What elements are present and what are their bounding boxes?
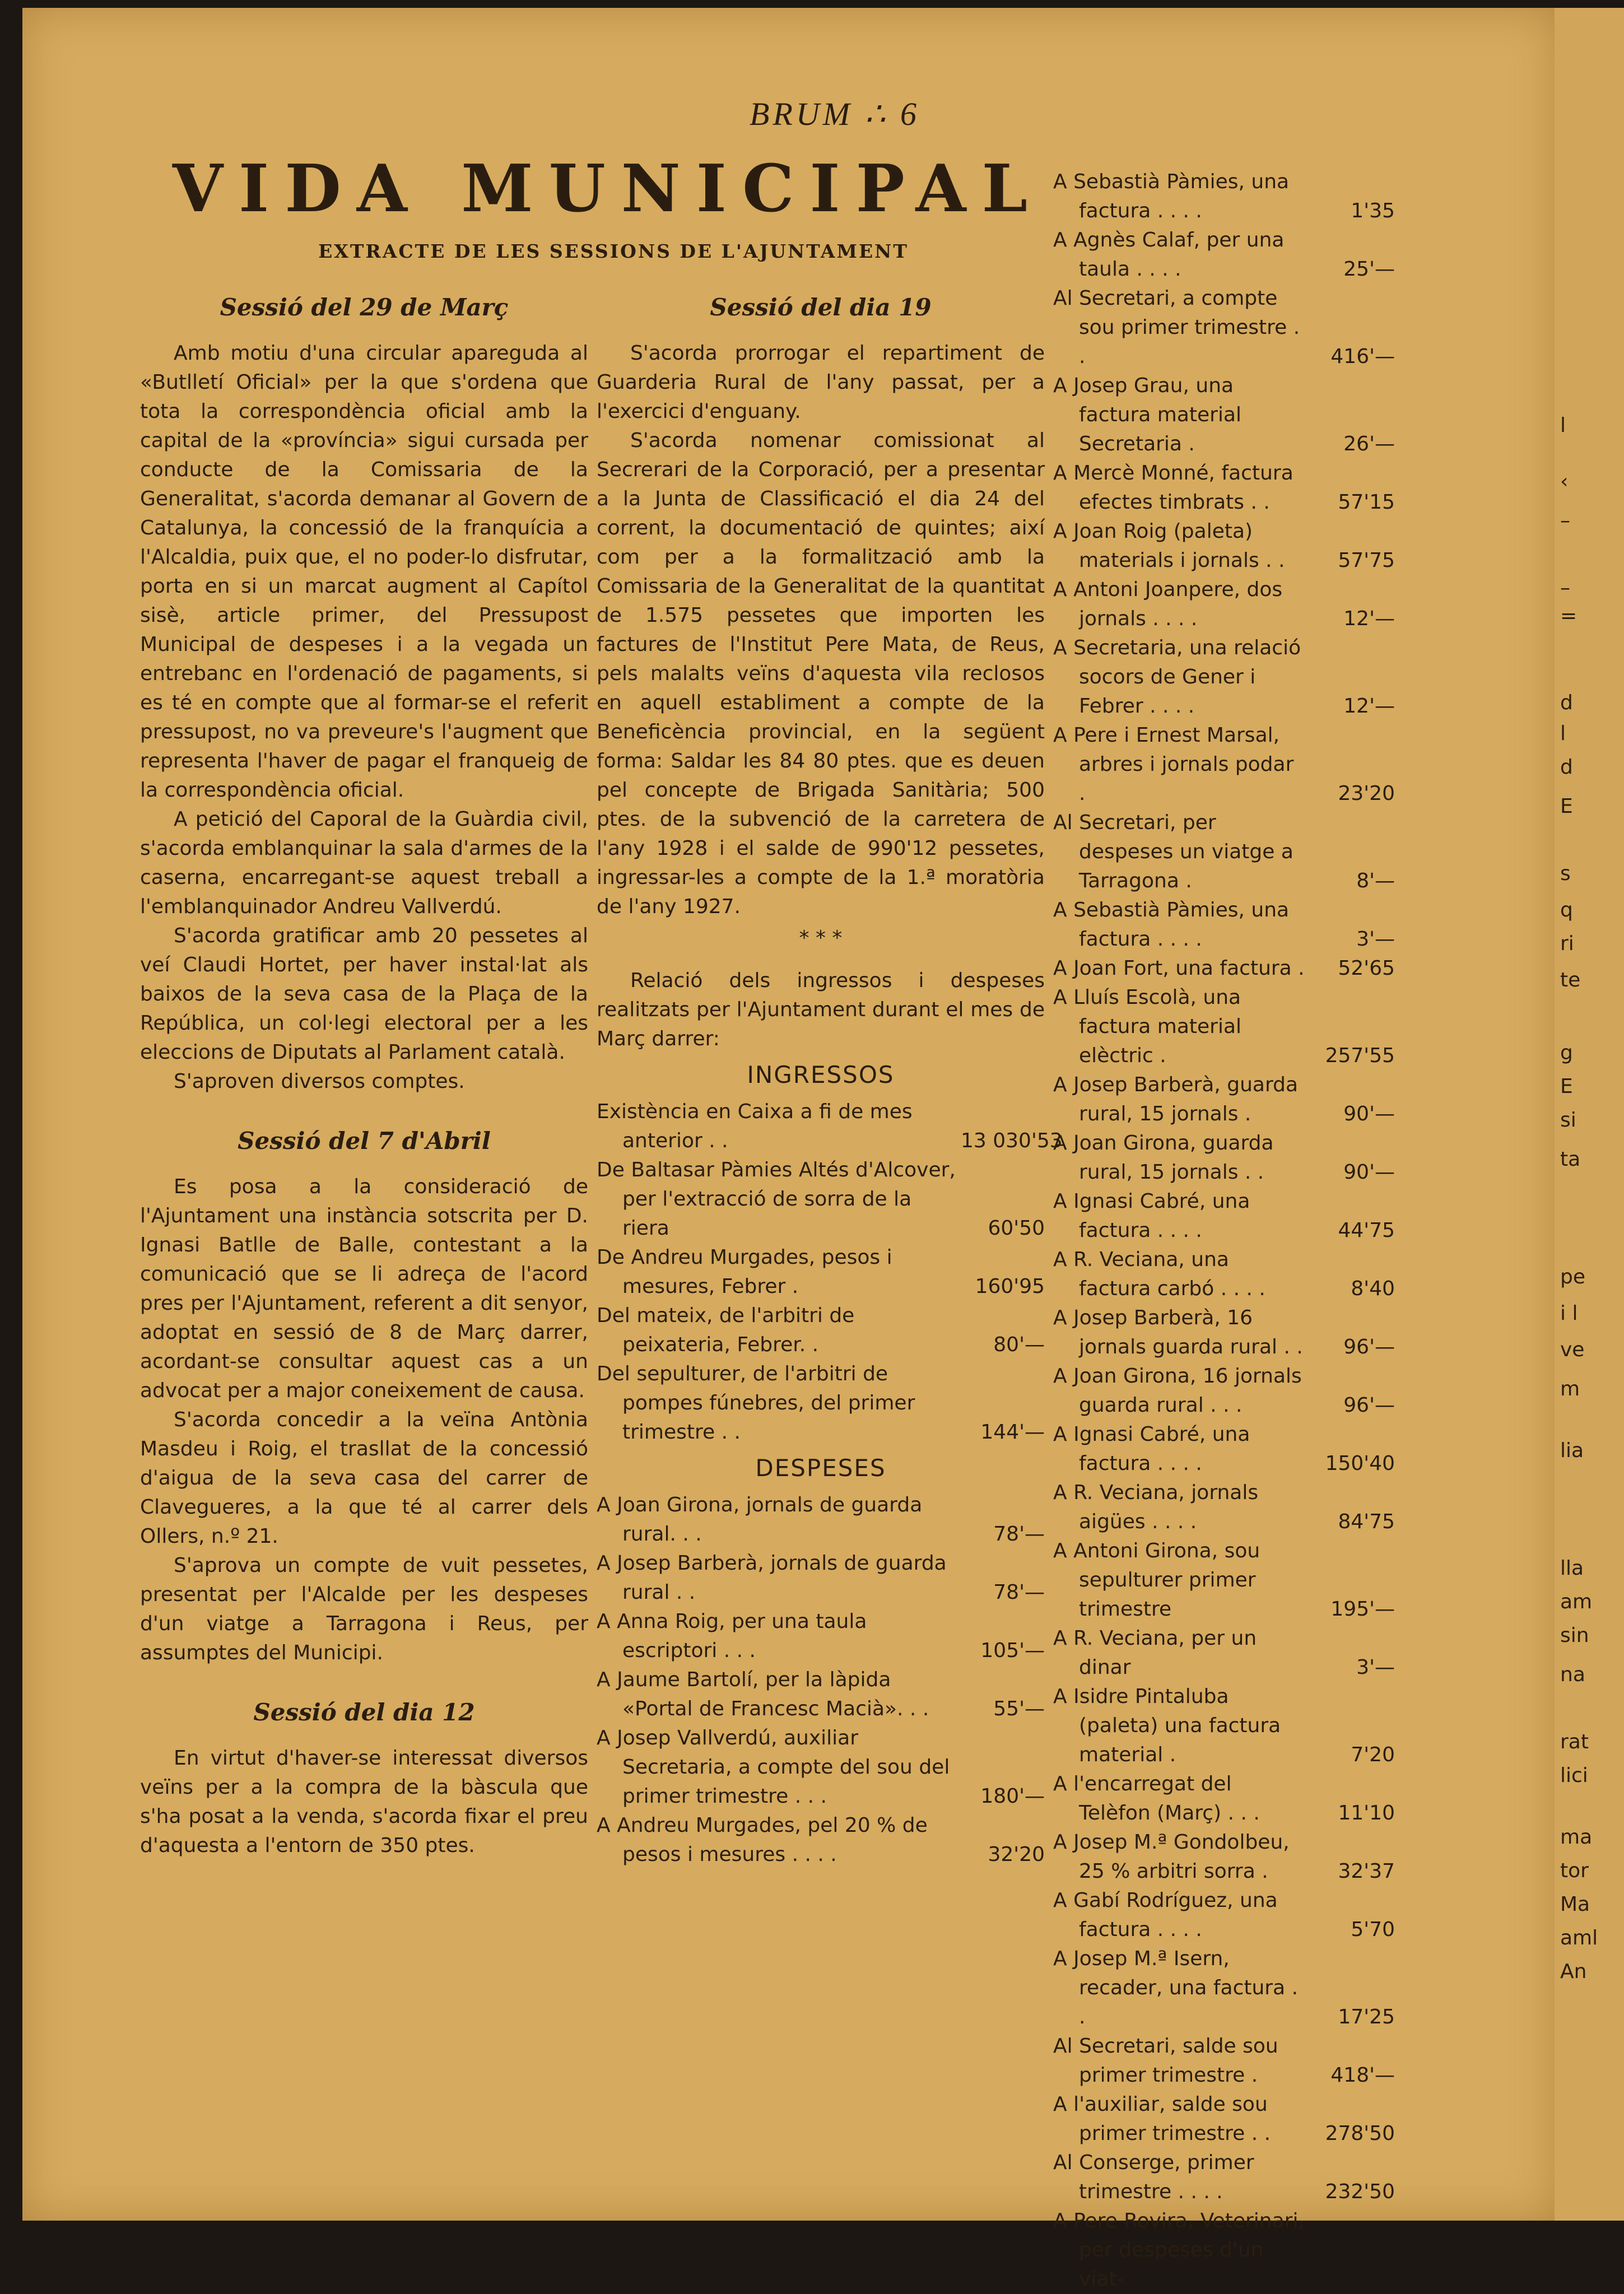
ledger-entry-text: A Joan Girona, guarda rural, 15 jornals . . <box>1053 1132 1274 1184</box>
ledger-entry-text: A Josep Vallverdú, auxiliar Secretaria, a compte del sou del primer trimestre . . . <box>597 1727 950 1808</box>
ledger-entry <box>597 1301 1045 1360</box>
ledger-entry-text: A Josep Grau, una factura material Secretaria . <box>1053 374 1242 455</box>
ledger-entry-amount: 23'20 <box>1338 782 1395 805</box>
section-heading: Sessió del 29 de Març <box>220 294 509 321</box>
ledger-entry-text: A l'auxiliar, salde sou primer trimestre . . <box>1053 2093 1271 2145</box>
ledger-entry <box>597 1549 1045 1607</box>
next-page-fragment: sin <box>1560 1624 1589 1647</box>
ledger-entry <box>1053 2090 1395 2148</box>
ledger-entry-amount: 257'55 <box>1325 1044 1395 1067</box>
ledger-entry <box>1053 1362 1395 1420</box>
ledger-entry-text: A Mercè Monné, factura efectes timbrats . . <box>1053 462 1293 514</box>
ledger-entry <box>1053 1420 1395 1478</box>
ledger-entry-text: Al Secretari, per despeses un viatge a Tarragona . <box>1053 811 1293 892</box>
ledger-entry <box>597 1491 1045 1549</box>
ledger-entry-amount: 90'— <box>1343 1102 1395 1125</box>
ledger-entry <box>597 1156 1045 1243</box>
next-page-fragment: q <box>1560 899 1573 922</box>
ledger-entry-text: A Josep M.ª Isern, recader, una factura . . <box>1053 1947 1299 2028</box>
ledger-entry-text: A Andreu Murgades, pel 20 % de pesos i mesures . . . . <box>597 1814 928 1866</box>
next-page-fragment: d <box>1560 756 1573 779</box>
running-header: BRUM ∴ 6 <box>750 96 920 132</box>
ledger-entry-amount: 13 030'53 <box>961 1129 1063 1152</box>
ledger-entry-amount: 25'— <box>1343 258 1395 281</box>
ledger-entry <box>1053 1944 1395 2032</box>
next-page-fragment: rat <box>1560 1730 1589 1753</box>
ledger-entry-text: De Andreu Murgades, pesos i mesures, Febrer . <box>597 1246 892 1298</box>
ledger-entry-text: A Jaume Bartolí, per la làpida «Portal de Francesc Macià». . . <box>597 1668 929 1720</box>
next-page-fragment: tor <box>1560 1859 1589 1882</box>
ledger-entry <box>1053 1071 1395 1129</box>
ledger-entry <box>1053 1187 1395 1245</box>
ledger-entry-amount: 180'— <box>980 1785 1045 1808</box>
ledger-entry <box>1053 1682 1395 1770</box>
paragraph: Relació dels ingressos i despeses realitzats per l'Ajuntament durant el mes de Març darrer: <box>597 969 1045 1050</box>
paragraph: S'acorda concedir a la veïna Antònia Masdeu i Roig, el trasllat de la concessió d'aigua de la seva casa del carrer de Clavegueres, a la que té al carrer dels Ollers, n.º 21. <box>140 1408 588 1548</box>
next-page-fragment: – <box>1560 509 1570 532</box>
ingressos-list <box>597 1097 1063 1447</box>
ledger-entry <box>1053 167 1395 226</box>
next-page-fragment: ve <box>1560 1338 1585 1361</box>
ledger-entry-amount: 78'— <box>993 1581 1045 1604</box>
column-2 <box>597 291 1063 1869</box>
next-page-fragment: ma <box>1560 1826 1593 1849</box>
ledger-entry-amount: 57'75 <box>1338 549 1395 572</box>
ledger-entry <box>1053 1245 1395 1304</box>
next-page-fragment: pe <box>1560 1265 1585 1288</box>
paragraph: S'acorda prorrogar el repartiment de Guarderia Rural de l'any passat, per a l'exercici d'enguany. <box>597 342 1045 423</box>
next-page-fragment: = <box>1560 604 1578 627</box>
ledger-entry-amount: 44'75 <box>1338 1219 1395 1242</box>
ledger-entry-amount: 7'20 <box>1351 1743 1395 1766</box>
ledger-entry <box>1053 1624 1395 1682</box>
ledger-entry-amount: 32'37 <box>1338 1860 1395 1883</box>
ledger-entry-amount: 8'— <box>1356 869 1395 892</box>
magazine-page <box>22 8 1557 2291</box>
ledger-entry-text: A Pere i Ernest Marsal, arbres i jornals podar . <box>1053 724 1294 805</box>
ledger-entry <box>597 1607 1045 1665</box>
paragraph: S'acorda nomenar comissionat al Secrerari de la Corporació, per a presentar a la Junta de Classificació el dia 24 del corrent, la documentació de quintes; així com per a la formalització amb la Comissaria de la Generalitat de la quantitat de 1.575 pessetes que importen les factures de l'Institut Pere Mata, de Reus, pels malalts veïns d'aquesta vila reclosos en aquell establiment a compte de la Beneficència provincial, en la següent forma: Saldar les 84 80 ptes. que es deuen pel concepte de Brigada Sanitària; 500 ptes. de la subvenció de la carretera de l'any 1928 i el salde de 990'12 pessetes, ingressar-les a compte de la 1.ª moratòria de l'any 1927. <box>597 429 1045 918</box>
ledger-entry-text: A Agnès Calaf, per una taula . . . . <box>1053 229 1285 281</box>
next-page-fragment: E <box>1560 1075 1573 1098</box>
ledger-entry-amount: 8'40 <box>1351 1277 1395 1300</box>
ledger-entry <box>1053 1304 1395 1362</box>
ledger-entry-text: A Joan Girona, jornals de guarda rural. . . <box>597 1493 923 1546</box>
ledger-entry-text: Del sepulturer, de l'arbitri de pompes fúnebres, del primer trimestre . . <box>597 1362 915 1444</box>
ledger-entry-amount: 11'10 <box>1338 1802 1395 1825</box>
next-page-fragment: lla <box>1560 1557 1584 1580</box>
ledger-entry <box>1053 2148 1395 2207</box>
ledger-entry <box>597 1811 1045 1869</box>
ledger-entry-amount: 26'— <box>1343 432 1395 455</box>
ledger-entry <box>1053 226 1395 284</box>
next-page-fragment: Ma <box>1560 1893 1590 1916</box>
ledger-entry <box>1053 371 1395 459</box>
ledger-entry-text: A Pere Rovira, Veterinari, per despeses d'un viat- <box>1053 2209 1305 2291</box>
ledger-entry <box>1053 2207 1395 2294</box>
next-page-fragment: am <box>1560 1590 1593 1613</box>
ledger-entry-text: A Gabí Rodríguez, una factura . . . . <box>1053 1889 1278 1941</box>
next-page-fragment: m <box>1560 1378 1580 1400</box>
next-page-fragment: si <box>1560 1109 1576 1132</box>
next-page-fragment: lici <box>1560 1764 1588 1787</box>
ledger-entry-text: A Josep Barberà, 16 jornals guarda rural . . <box>1053 1306 1303 1358</box>
ledger-entry-amount: 17'25 <box>1338 2005 1395 2028</box>
ledger-entry <box>597 1243 1045 1301</box>
paragraph: Amb motiu d'una circular apareguda al «Butlletí Oficial» per la que s'ordena que tota la correspondència oficial amb la capital de la «província» sigui cursada per conducte de la Comissaria de la Generalitat, s'acorda demanar al Govern de Catalunya, la concessió de la franquícia a l'Alcaldia, puix que, el no poder-lo disfrutar, porta en si un marcat augment al Capítol sisè, article primer, del Pressupost Municipal de despeses i a la vegada un entrebanc en l'ordenació de pagaments, si es té en compte que al formar-se el referit pressupost, no va preveure's l'augment que representa l'haver de pagar el franqueig de la correspondència oficial. <box>140 342 588 802</box>
ledger-entry <box>597 1360 1045 1447</box>
paragraph: En virtut d'haver-se interessat diversos veïns per a la compra de la bàscula que s'ha posat a la venda, s'acorda fixar el preu d'aquesta a l'entorn de 350 ptes. <box>140 1747 588 1857</box>
ledger-entry <box>597 1097 1063 1156</box>
ledger-entry-text: A Josep M.ª Gondolbeu, 25 % arbitri sorra . <box>1053 1831 1290 1883</box>
ledger-entry-text: A Lluís Escolà, una factura material elèctric . <box>1053 986 1242 1067</box>
next-page-fragment: ‹ <box>1560 470 1569 493</box>
ledger-entry-text: A Antoni Girona, sou sepulturer primer trimestre <box>1053 1539 1260 1621</box>
next-page-fragment: i l <box>1560 1302 1578 1325</box>
ledger-entry <box>1053 1478 1395 1537</box>
next-page-fragment: te <box>1560 969 1581 992</box>
ledger-entry-text: Existència en Caixa a fi de mes anterior . . <box>597 1100 913 1152</box>
next-page-fragment: g <box>1560 1041 1573 1064</box>
separator-stars: * * * <box>799 927 843 950</box>
ledger-entry-text: A Joan Girona, 16 jornals guarda rural . . . <box>1053 1365 1302 1417</box>
next-page-edge <box>1555 8 1624 2221</box>
ledger-entry <box>1053 575 1395 634</box>
despeses-heading: DESPESES <box>755 1454 886 1482</box>
next-page-fragment: – <box>1560 576 1570 599</box>
page-subtitle: EXTRACTE DE LES SESSIONS DE L'AJUNTAMENT <box>318 240 909 262</box>
ledger-entry <box>597 1665 1045 1724</box>
ledger-entry-amount: 418'— <box>1330 2064 1395 2087</box>
page-title: VIDA MUNICIPAL <box>172 151 1044 227</box>
ledger-entry-amount: 105'— <box>980 1639 1045 1662</box>
ledger-entry-amount: 57'15 <box>1338 491 1395 514</box>
ledger-entry-amount: 90'— <box>1343 1161 1395 1184</box>
despeses-list <box>597 1491 1045 1869</box>
ledger-entry-amount: 1'35 <box>1351 199 1395 222</box>
ledger-entry-text: A Isidre Pintaluba (paleta) una factura material . <box>1053 1685 1281 1766</box>
ledger-entry-text: A Ignasi Cabré, una factura . . . . <box>1053 1190 1250 1242</box>
ledger-entry <box>1053 1886 1395 1944</box>
next-page-fragment: aml <box>1560 1927 1598 1949</box>
ledger-entry-amount: 55'— <box>993 1697 1045 1720</box>
ledger-entry <box>1053 459 1395 517</box>
ledger-entry-text: A R. Veciana, una factura carbó . . . . <box>1053 1248 1265 1300</box>
ledger-entry-amount: 78'— <box>993 1523 1045 1546</box>
next-page-fragment: l <box>1560 414 1566 437</box>
ledger-entry <box>1053 634 1395 721</box>
next-page-fragment: na <box>1560 1663 1585 1686</box>
ledger-entry <box>1053 1537 1395 1624</box>
ledger-entry-text: Al Conserge, primer trimestre . . . . <box>1053 2151 1254 2203</box>
next-page-fragment: An <box>1560 1960 1587 1983</box>
ingressos-heading: INGRESSOS <box>747 1061 895 1088</box>
ledger-entry-amount: 160'95 <box>975 1275 1045 1298</box>
ledger-entry <box>1053 896 1395 954</box>
column-1 <box>140 291 588 1860</box>
paragraph: A petició del Caporal de la Guàrdia civil, s'acorda emblanquinar la sala d'armes de la caserna, encarregant-se aquest treball a l'emblanquinador Andreu Vallverdú. <box>140 808 588 918</box>
ledger-entry-amount: 3'— <box>1356 1656 1395 1679</box>
ledger-entry-text: A R. Veciana, jornals aigües . . . . <box>1053 1481 1259 1533</box>
ledger-entry-text: A Secretaria, una relació socors de Gener i Febrer . . . . <box>1053 636 1301 718</box>
ledger-entry-text: A Ignasi Cabré, una factura . . . . <box>1053 1423 1250 1475</box>
ledger-entry-amount: 150'40 <box>1325 1452 1395 1475</box>
ledger-entry <box>1053 517 1395 575</box>
ledger-entry-text: A Josep Barberà, jornals de guarda rural . . <box>597 1552 947 1604</box>
next-page-fragment: E <box>1560 795 1573 818</box>
ledger-entry-text: Del mateix, de l'arbitri de peixateria, Febrer. . <box>597 1304 855 1356</box>
ledger-entry-amount: 32'20 <box>988 1843 1045 1866</box>
ledger-entry-amount: 80'— <box>993 1333 1045 1356</box>
ledger-entry-amount: 84'75 <box>1338 1510 1395 1533</box>
ledger-entry-amount: 3'— <box>1356 928 1395 951</box>
ledger-entry-text: A Sebastià Pàmies, una factura . . . . <box>1053 170 1290 222</box>
ledger-entry-amount: 278'50 <box>1325 2122 1395 2145</box>
ledger-entry <box>1053 983 1395 1071</box>
ledger-entry-amount: 5'70 <box>1351 1918 1395 1941</box>
ledger-entry <box>1053 1770 1395 1828</box>
ledger-entry-amount: 12'— <box>1343 607 1395 630</box>
ledger-entry <box>1053 2032 1395 2090</box>
ledger-entry-text: A Joan Roig (paleta) materials i jornals . . <box>1053 520 1285 572</box>
ledger-entry-text: De Baltasar Pàmies Altés d'Alcover, per l'extracció de sorra de la riera <box>597 1158 956 1240</box>
section-heading: Sessió del dia 19 <box>710 294 932 321</box>
ledger-entry-text: Al Secretari, a compte sou primer trimestre . . <box>1053 287 1300 368</box>
ledger-entry-text: A Antoni Joanpere, dos jornals . . . . <box>1053 578 1283 630</box>
ledger-entry-amount: 96'— <box>1343 1394 1395 1417</box>
ledger-entry-text: Al Secretari, salde sou primer trimestre . <box>1053 2035 1278 2087</box>
ledger-entry <box>1053 284 1395 371</box>
ledger-entry-text: A Joan Fort, una factura . <box>1053 957 1305 980</box>
ledger-entry-text: A l'encarregat del Telèfon (Març) . . . <box>1053 1772 1260 1825</box>
ledger-entry-amount: 195'— <box>1330 1598 1395 1621</box>
ledger-entry <box>1053 1129 1395 1187</box>
ledger-entry-amount: 416'— <box>1330 345 1395 368</box>
next-page-fragment: ta <box>1560 1148 1581 1171</box>
ledger-entry <box>597 1724 1045 1811</box>
next-page-fragment: ri <box>1560 932 1574 955</box>
paragraph: S'aprova un compte de vuit pessetes, presentat per l'Alcalde per les despeses d'un viatge a Tarragona i Reus, per assumptes del Municipi. <box>140 1554 588 1664</box>
next-page-fragment: l <box>1560 722 1566 745</box>
ledger-entry-amount: 52'65 <box>1338 957 1395 980</box>
ledger-entry-amount: 144'— <box>980 1421 1045 1444</box>
ledger-entry-amount: 12'— <box>1343 695 1395 718</box>
ledger-entry-amount: 60'50 <box>988 1217 1045 1240</box>
next-page-fragment: d <box>1560 691 1573 714</box>
ledger-entry <box>1053 808 1395 896</box>
ledger-entry-text: A Sebastià Pàmies, una factura . . . . <box>1053 899 1290 951</box>
ledger-entry-text: A R. Veciana, per un dinar <box>1053 1627 1257 1679</box>
column-3-despeses-continued <box>1053 167 1395 2294</box>
ledger-entry-text: A Josep Barberà, guarda rural, 15 jornals . <box>1053 1073 1299 1125</box>
ledger-entry-amount: 232'50 <box>1325 2180 1395 2203</box>
section-heading: Sessió del 7 d'Abril <box>238 1127 491 1155</box>
paragraph: Es posa a la consideració de l'Ajuntament una instància sotscrita per D. Ignasi Batlle de Balle, contestant a la comunicació que se li adreça de l'acord pres per l'Ajuntament, referent a dit senyor, adoptat en sessió de 8 de Març darrer, acordant-se consultar aquest cas a un advocat per a major coneixement de causa. <box>140 1175 588 1402</box>
next-page-fragment: lia <box>1560 1439 1584 1462</box>
ledger-entry <box>1053 1828 1395 1886</box>
paragraph: S'acorda gratificar amb 20 pessetes al veí Claudi Hortet, per haver instal·lat als baixos de la seva casa de la Plaça de la República, un col·legi electoral per a les eleccions de Diputats al Parlament català. <box>140 924 588 1064</box>
ledger-entry-text: A Anna Roig, per una taula escriptori . . . <box>597 1610 867 1662</box>
ledger-entry <box>1053 721 1395 808</box>
ledger-entry <box>1053 954 1395 983</box>
paragraph: S'aproven diversos comptes. <box>174 1070 465 1093</box>
section-heading: Sessió del dia 12 <box>253 1699 475 1726</box>
next-page-fragment: s <box>1560 862 1571 885</box>
ledger-entry-amount: 96'— <box>1343 1336 1395 1358</box>
